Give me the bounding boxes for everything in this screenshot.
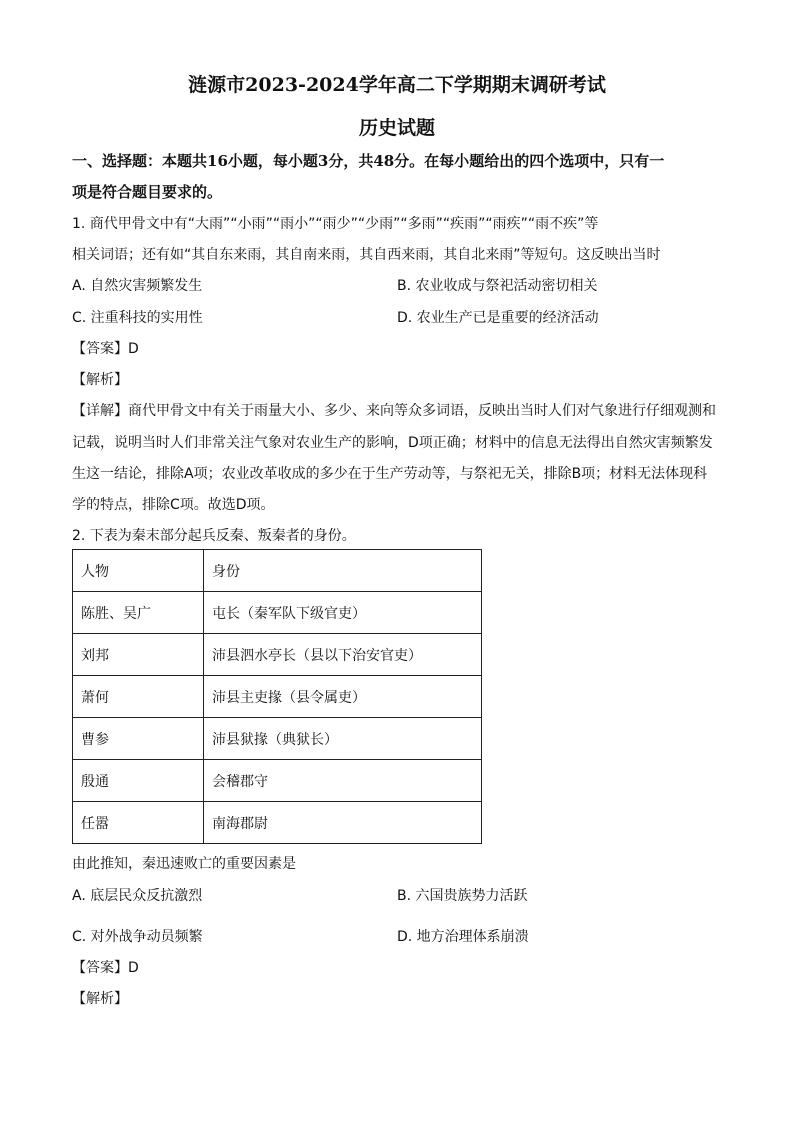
q2-option-d: D. 地方治理体系崩溃 — [397, 929, 529, 945]
q1-stem-line2: 相关词语；还有如“其自东来雨，其自南来雨，其自西来雨，其自北来雨”等短句。这反映出当时 — [72, 247, 661, 263]
table-header-cell: 人物 — [73, 550, 204, 592]
table-cell-person: 萧何 — [73, 676, 204, 718]
q2-stem: 2. 下表为秦末部分起兵反秦、叛秦者的身份。 — [72, 528, 356, 544]
section-instructions-line2: 项是符合题目要求的。 — [72, 183, 223, 201]
table-row — [73, 760, 482, 802]
section-instructions-line1: 一、选择题：本题共16小题，每小题3分，共48分。在每小题给出的四个选项中，只有一 — [72, 152, 665, 170]
q1-option-c: C. 注重科技的实用性 — [72, 310, 203, 326]
table-header-cell: 身份 — [204, 550, 482, 592]
table-cell-identity: 南海郡尉 — [204, 802, 482, 844]
page-subtitle: 历史试题 — [358, 117, 435, 139]
q1-detail-line3: 生这一结论，排除A项；农业改革收成的多少在于生产劳动等，与祭祀无关，排除B项；材料无法体现科 — [72, 466, 708, 482]
q2-option-b: B. 六国贵族势力活跃 — [397, 888, 528, 904]
table-row — [73, 676, 482, 718]
q2-analysis-label: 【解析】 — [72, 991, 128, 1007]
q1-analysis-label: 【解析】 — [72, 372, 128, 388]
table-cell-person: 任嚣 — [73, 802, 204, 844]
q1-option-d: D. 农业生产已是重要的经济活动 — [397, 310, 599, 326]
table-row — [73, 718, 482, 760]
q1-detail-line2: 记载，说明当时人们非常关注气象对农业生产的影响，D项正确；材料中的信息无法得出自然灾害频繁发 — [72, 435, 713, 451]
q1-option-a: A. 自然灾害频繁发生 — [72, 278, 203, 294]
q2-option-c: C. 对外战争动员频繁 — [72, 929, 203, 945]
q2-answer: 【答案】D — [72, 960, 139, 976]
q2-option-a: A. 底层民众反抗激烈 — [72, 888, 203, 904]
table-header-row — [73, 550, 482, 592]
table-cell-person: 曹参 — [73, 718, 204, 760]
q1-detail-line1: 【详解】商代甲骨文中有关于雨量大小、多少、来向等众多词语，反映出当时人们对气象进行仔细观测和 — [72, 403, 716, 419]
q1-stem-line1: 1. 商代甲骨文中有“大雨”“小雨”“雨小”“雨少”“少雨”“多雨”“疾雨”“雨疾”“雨不疾”等 — [72, 216, 599, 232]
table-cell-person: 殷通 — [73, 760, 204, 802]
q1-answer: 【答案】D — [72, 341, 139, 357]
table-cell-identity: 沛县狱掾（典狱长） — [204, 718, 482, 760]
table-row — [73, 634, 482, 676]
q1-detail-line4: 学的特点，排除C项。故选D项。 — [72, 497, 275, 513]
table-cell-identity: 会稽郡守 — [204, 760, 482, 802]
q2-question: 由此推知，秦迅速败亡的重要因素是 — [72, 856, 296, 872]
q1-option-b: B. 农业收成与祭祀活动密切相关 — [397, 278, 598, 294]
table-cell-person: 刘邦 — [73, 634, 204, 676]
table-cell-identity: 沛县泗水亭长（县以下治安官吏） — [204, 634, 482, 676]
table-row — [73, 802, 482, 844]
table-row — [73, 592, 482, 634]
table-cell-identity: 沛县主吏掾（县令属吏） — [204, 676, 482, 718]
table-cell-identity: 屯长（秦军队下级官吏） — [204, 592, 482, 634]
page-title: 涟源市2023-2024学年高二下学期期末调研考试 — [188, 74, 606, 96]
q2-identity-table — [72, 549, 482, 844]
table-cell-person: 陈胜、吴广 — [73, 592, 204, 634]
